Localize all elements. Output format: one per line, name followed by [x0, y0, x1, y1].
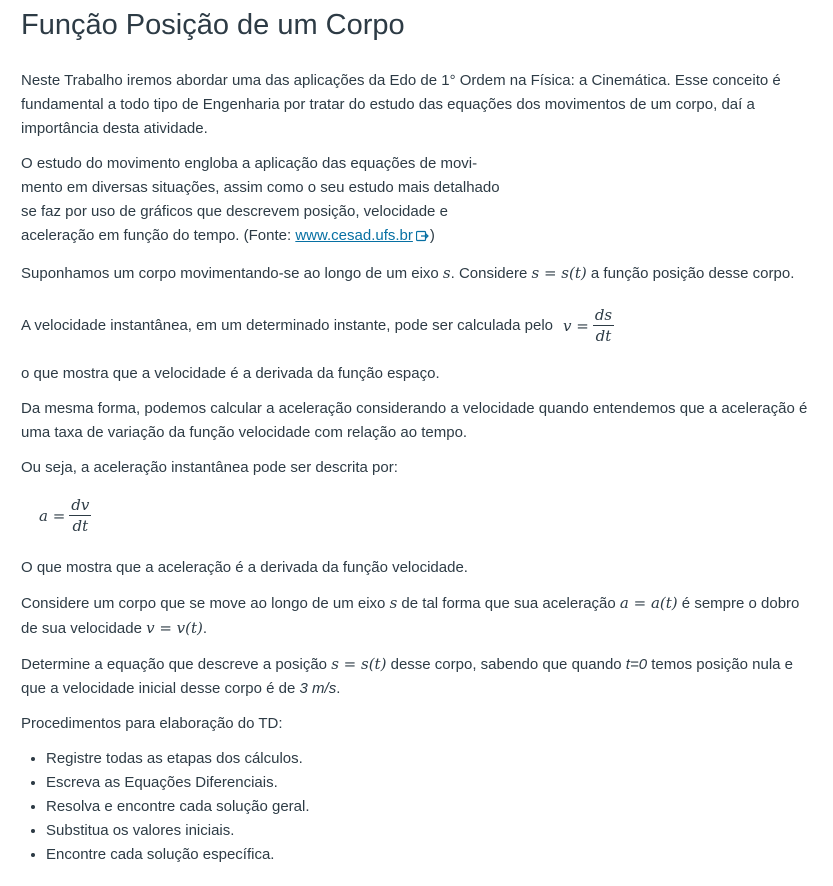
movement-line-3: se faz por uso de gráficos que descrevem posição, velocidade e: [21, 202, 448, 220]
acceleration-denominator: dt: [72, 517, 89, 536]
problem-paragraph: [21, 591, 812, 641]
task-text-3: temos posição nula e que a velocidade inicial desse corpo é de: [21, 655, 793, 697]
position-text-1: Suponhamos um corpo movimentando-se ao longo de um eixo: [21, 264, 443, 282]
velocity-numerator: ds: [594, 306, 613, 325]
list-item: • Escreva as Equações Diferenciais.: [46, 771, 812, 795]
procedures-list: [21, 747, 812, 867]
movement-line-4: aceleração em função do tempo. (Fonte:: [21, 226, 296, 244]
source-link[interactable]: www.cesad.ufs.br: [295, 226, 413, 244]
acceleration-equation: a = a(t): [619, 593, 678, 612]
velocity-line: [21, 306, 812, 346]
movement-line-1: O estudo do movimento engloba a aplicação das equações de movi-: [21, 154, 478, 172]
task-text-1: Determine a equação que descreve a posição: [21, 655, 332, 673]
movement-line-2: mento em diversas situações, assim como o seu estudo mais detalhado: [21, 178, 500, 196]
initial-velocity: 3 m/s: [299, 679, 337, 697]
intro-paragraph: Neste Trabalho iremos abordar uma das aplicações da Edo de 1° Ordem na Física: a Cinemática. Esse conceito é fundamental a todo tipo de Engenharia por tratar do estudo das equações dos movimentos de um corpo, daí a importância desta atividade.: [21, 71, 781, 137]
movement-line-4-end: ): [429, 226, 435, 244]
acceleration-fraction: [69, 495, 91, 536]
acceleration-numerator: dv: [71, 496, 90, 515]
velocity-text: A velocidade instantânea, em um determinado instante, pode ser calculada pelo: [21, 317, 554, 335]
velocity-lhs: v =: [563, 316, 589, 335]
var-s: s: [442, 263, 451, 282]
problem-var-s: s: [389, 593, 398, 612]
task-position-equation: s = s(t): [331, 654, 387, 673]
problem-text-1: Considere um corpo que se move ao longo de um eixo: [21, 594, 390, 612]
task-text-4: .: [336, 679, 341, 697]
acceleration-derivative-paragraph: O que mostra que a aceleração é a derivada da função velocidade.: [21, 558, 468, 576]
initial-condition: t=0: [625, 655, 648, 673]
problem-text-2: de tal forma que sua aceleração: [397, 594, 620, 612]
velocity-fraction: [593, 305, 614, 346]
acceleration-intro-paragraph: Da mesma forma, podemos calcular a aceleração considerando a velocidade quando entendemos que a aceleração é uma taxa de variação da função velocidade com relação ao tempo.: [21, 399, 808, 441]
acceleration-formula: [39, 494, 812, 538]
position-text-3: a função posição desse corpo.: [586, 264, 795, 282]
problem-text-4: .: [202, 619, 208, 637]
task-paragraph: [21, 652, 812, 701]
position-text-2: . Considere: [450, 264, 532, 282]
list-item: • Resolva e encontre cada solução geral.: [46, 795, 812, 819]
velocity-denominator: dt: [595, 327, 612, 346]
task-text-2: desse corpo, sabendo que quando: [386, 655, 626, 673]
velocity-derivative-paragraph: o que mostra que a velocidade é a derivada da função espaço.: [21, 364, 440, 382]
movement-paragraph: [21, 152, 521, 250]
list-item: • Registre todas as etapas dos cálculos.: [46, 747, 812, 771]
list-item: • Substitua os valores iniciais.: [46, 819, 812, 843]
acceleration-lhs: a =: [39, 506, 66, 525]
position-paragraph: [21, 261, 812, 286]
procedures-heading: Procedimentos para elaboração do TD:: [21, 714, 283, 732]
problem-text-3: é sempre o dobro de sua velocidade: [21, 594, 800, 637]
acceleration-formula-label: Ou seja, a aceleração instantânea pode ser descrita por:: [21, 458, 398, 476]
external-link-icon[interactable]: [416, 226, 430, 250]
list-item: • Encontre cada solução específica.: [46, 843, 812, 867]
position-equation: s = s(t): [531, 263, 587, 282]
page-title: Função Posição de um Corpo: [21, 9, 405, 41]
velocity-equation: v = v(t): [146, 618, 203, 637]
